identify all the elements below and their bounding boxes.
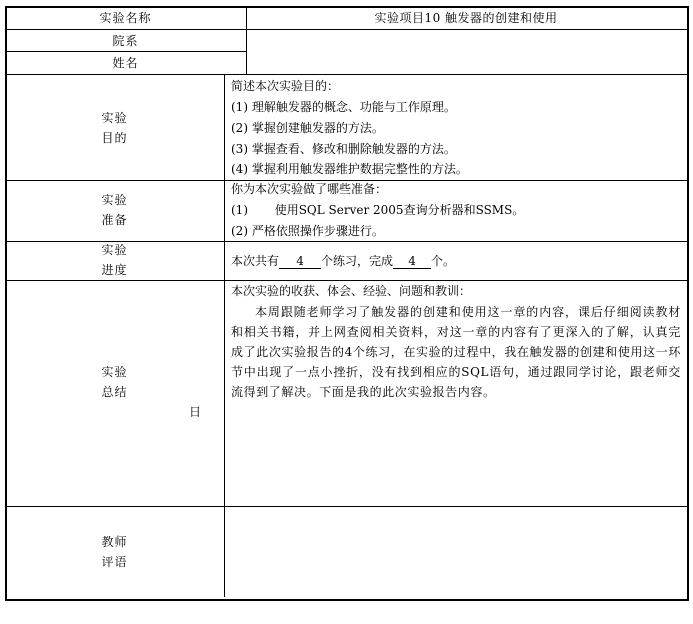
progress-middle: 个练习，完成 [321, 254, 394, 268]
purpose-label [5, 108, 224, 148]
teacher-label-line1: 教师 [101, 535, 128, 549]
department-label: 院系 [112, 34, 139, 48]
summary-label-line2: 总结 [101, 385, 128, 399]
header-divider-sub [246, 30, 247, 75]
purpose-item-1: (1) 理解触发器的概念、功能与工作原理。 [231, 100, 456, 114]
prep-label-line2: 准备 [101, 213, 128, 227]
summary-label [5, 362, 224, 402]
prep-item-2: (2) 严格依照操作步骤进行。 [231, 224, 384, 238]
progress-label [5, 240, 224, 280]
rule-name [5, 74, 687, 75]
summary-stray-char: 日 [189, 405, 202, 419]
prep-item-1: (1) 使用SQL Server 2005查询分析器和SSMS。 [231, 203, 525, 217]
summary-body: 本周跟随老师学习了触发器的创建和使用这一章的内容，课后仔细阅读教材和相关书籍，并上网查阅相关资料，对这一章的内容有了更深入的了解，认真完成了此次实验报告的4个练习，在实验的过程中，我在触发器的创建和使用这一环节中出现了一点小挫折，没有找到相应的SQL语句，通过跟同学讨论，跟老师交流得到了解决。下面是我的此次实验报告内容。 [231, 305, 681, 399]
progress-label-line2: 进度 [101, 263, 128, 277]
progress-total-value: 4 [279, 254, 321, 269]
column-divider [224, 75, 225, 597]
rule-summary [5, 506, 687, 507]
teacher-label [5, 532, 224, 572]
purpose-item-3: (3) 掌握查看、修改和删除触发器的方法。 [231, 142, 456, 156]
prep-label [5, 190, 224, 230]
purpose-item-2: (2) 掌握创建触发器的方法。 [231, 121, 384, 135]
purpose-intro: 简述本次实验目的： [231, 79, 340, 93]
summary-label-line1: 实验 [101, 365, 128, 379]
student-name-label: 姓名 [112, 56, 139, 70]
experiment-name-label: 实验名称 [99, 11, 152, 25]
prep-intro: 你为本次实验做了哪些准备： [231, 182, 388, 196]
summary-intro: 本次实验的收获、体会、经验、问题和教训： [231, 284, 472, 298]
progress-prefix: 本次共有 [231, 254, 280, 268]
project-title: 实验项目10 触发器的创建和使用 [374, 11, 558, 25]
purpose-item-4: (4) 掌握利用触发器维护数据完整性的方法。 [231, 162, 468, 176]
prep-label-line1: 实验 [101, 193, 128, 207]
progress-done-value: 4 [393, 254, 431, 269]
progress-statement [231, 251, 455, 272]
purpose-label-line1: 实验 [101, 111, 128, 125]
purpose-label-line2: 目的 [101, 131, 128, 145]
rule-dept [5, 51, 247, 52]
progress-suffix: 个。 [431, 254, 456, 268]
rule-title [5, 29, 687, 30]
progress-label-line1: 实验 [101, 243, 128, 257]
teacher-label-line2: 评语 [101, 555, 128, 569]
